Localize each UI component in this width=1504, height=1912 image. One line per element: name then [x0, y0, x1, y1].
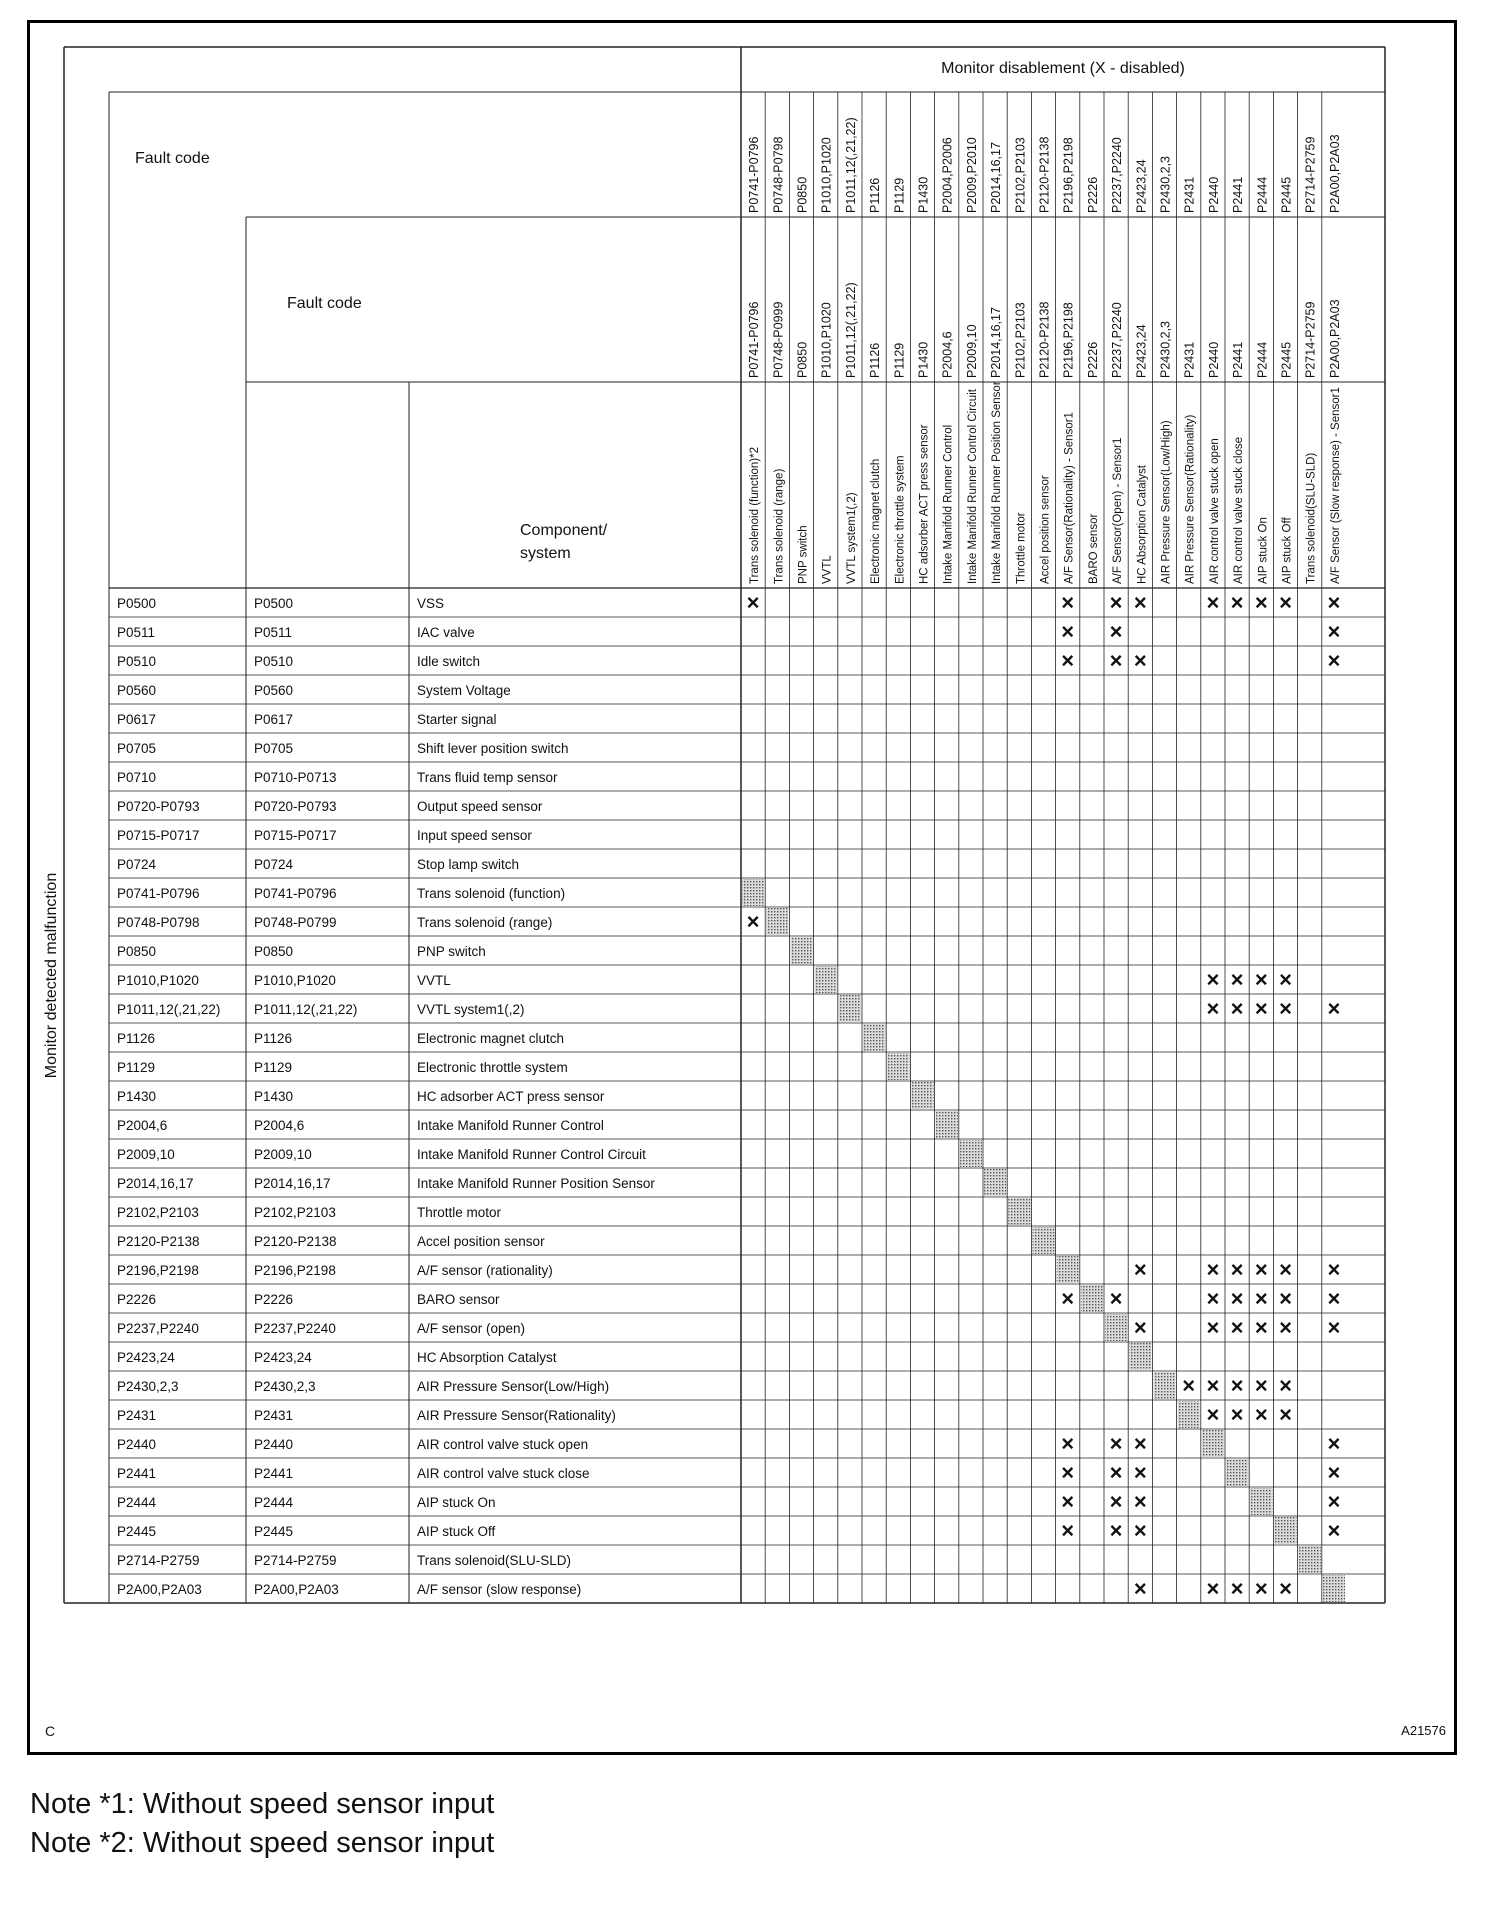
- disabled-mark: ×: [1061, 1431, 1075, 1456]
- self-cell: [1105, 1314, 1127, 1341]
- component-label: Component/: [520, 522, 608, 539]
- disabled-mark: ×: [1254, 967, 1268, 992]
- row-fault-subcode: P2120-P2138: [254, 1234, 337, 1249]
- disabled-mark: ×: [1327, 648, 1341, 673]
- self-cell: [1299, 1546, 1321, 1573]
- disabled-mark: ×: [1279, 1402, 1292, 1427]
- disabled-mark: ×: [1254, 1373, 1268, 1398]
- row-fault-subcode: P0720-P0793: [254, 799, 337, 814]
- disabled-mark: ×: [1109, 619, 1123, 644]
- disabled-mark: ×: [1230, 1576, 1244, 1601]
- row-fault-code: P0617: [117, 712, 157, 727]
- column-subcode-header: P2237,P2240: [1110, 302, 1125, 378]
- row-component: AIR control valve stuck close: [417, 1466, 590, 1481]
- row-fault-code: P0720-P0793: [117, 799, 200, 814]
- row-fault-code: P0510: [117, 654, 157, 669]
- column-subcode-header: P2445: [1279, 341, 1294, 378]
- self-cell: [1323, 1575, 1345, 1602]
- row-fault-subcode: P2014,16,17: [254, 1176, 331, 1191]
- self-cell: [1057, 1256, 1079, 1283]
- disabled-mark: ×: [1061, 1286, 1075, 1311]
- disabled-mark: ×: [1206, 1315, 1220, 1340]
- row-fault-subcode: P0710-P0713: [254, 770, 337, 785]
- column-code-header: P2430,2,3: [1158, 156, 1173, 213]
- self-cell: [766, 908, 788, 935]
- disabled-mark: ×: [1230, 996, 1244, 1021]
- row-component: A/F sensor (slow response): [417, 1582, 582, 1597]
- column-code-header: P1430: [916, 176, 931, 213]
- column-component-header: Trans solenoid(SLU-SLD): [1305, 452, 1318, 584]
- disabled-mark: ×: [1182, 1373, 1196, 1398]
- column-code-header: P0850: [795, 176, 810, 213]
- column-component-header: HC Absorption Catalyst: [1136, 465, 1149, 584]
- row-fault-subcode: P2440: [254, 1437, 294, 1452]
- column-subcode-header: P2120-P2138: [1037, 301, 1052, 378]
- row-fault-subcode: P2444: [254, 1495, 294, 1510]
- row-component: Trans fluid temp sensor: [417, 770, 558, 785]
- column-component-header: HC adsorber ACT press sensor: [918, 424, 931, 584]
- disabled-mark: ×: [1133, 1518, 1147, 1543]
- column-component-header: Trans solenoid (range): [773, 468, 786, 584]
- column-component-header: A/F Sensor(Rationality) - Sensor1: [1063, 412, 1076, 584]
- column-component-header: PNP switch: [797, 525, 810, 584]
- disabled-mark: ×: [1327, 1257, 1341, 1282]
- disabled-mark: ×: [1206, 1402, 1220, 1427]
- disabled-mark: ×: [1230, 1286, 1244, 1311]
- self-cell: [790, 937, 812, 964]
- row-fault-subcode: P2714-P2759: [254, 1553, 337, 1568]
- disabled-mark: ×: [1279, 590, 1292, 615]
- row-fault-code: P2444: [117, 1495, 157, 1510]
- row-fault-code: P2004,6: [117, 1118, 168, 1133]
- column-subcode-header: P2431: [1182, 341, 1197, 378]
- disabled-mark: ×: [1279, 1373, 1292, 1398]
- disabled-mark: ×: [1061, 1518, 1075, 1543]
- row-fault-subcode: P1129: [254, 1060, 293, 1075]
- disabled-mark: ×: [1061, 648, 1075, 673]
- row-component: Output speed sensor: [417, 799, 543, 814]
- disabled-mark: ×: [1206, 590, 1220, 615]
- row-component: VSS: [417, 596, 445, 611]
- column-code-header: P1010,P1020: [819, 137, 834, 213]
- row-fault-code: P2102,P2103: [117, 1205, 199, 1220]
- row-component: Stop lamp switch: [417, 857, 520, 872]
- column-component-header: VVTL: [821, 555, 834, 584]
- row-component: AIR control valve stuck open: [417, 1437, 589, 1452]
- inner-fault-code-label: Fault code: [287, 295, 362, 312]
- row-fault-subcode: P0850: [254, 944, 294, 959]
- self-cell: [1032, 1227, 1054, 1254]
- disabled-mark: ×: [1133, 1315, 1147, 1340]
- column-code-header: P2714-P2759: [1303, 136, 1318, 213]
- row-fault-code: P0500: [117, 596, 157, 611]
- row-fault-subcode: P0511: [254, 625, 293, 640]
- row-fault-subcode: P0560: [254, 683, 294, 698]
- row-component: VVTL: [417, 973, 451, 988]
- self-cell: [1202, 1430, 1224, 1457]
- column-code-header: P2445: [1279, 176, 1294, 213]
- row-fault-code: P0710: [117, 770, 157, 785]
- row-fault-code: P2120-P2138: [117, 1234, 200, 1249]
- column-component-header: Throttle motor: [1015, 512, 1028, 584]
- self-cell: [742, 879, 764, 906]
- disabled-mark: ×: [1279, 967, 1292, 992]
- column-subcode-header: P0741-P0796: [747, 301, 762, 378]
- figure-id: A21576: [1401, 1723, 1446, 1738]
- row-fault-code: P0560: [117, 683, 157, 698]
- side-label: Monitor detected malfunction: [43, 872, 60, 1079]
- self-cell: [839, 995, 861, 1022]
- row-component: Intake Manifold Runner Control Circuit: [417, 1147, 646, 1162]
- row-component: Trans solenoid (function): [417, 886, 566, 901]
- row-fault-code: P2445: [117, 1524, 157, 1539]
- disabled-mark: ×: [1254, 996, 1268, 1021]
- row-fault-code: P1129: [117, 1060, 156, 1075]
- disabled-mark: ×: [1206, 996, 1220, 1021]
- disabled-mark: ×: [1254, 1576, 1268, 1601]
- row-fault-code: P2714-P2759: [117, 1553, 200, 1568]
- disabled-mark: ×: [1254, 1286, 1268, 1311]
- column-code-header: P2423,24: [1134, 159, 1149, 213]
- note-1: Note *1: Without speed sensor input: [30, 1788, 495, 1820]
- row-fault-subcode: P0715-P0717: [254, 828, 337, 843]
- column-code-header: P1126: [868, 177, 883, 213]
- column-subcode-header: P1430: [916, 341, 931, 378]
- disabled-mark: ×: [1254, 1257, 1268, 1282]
- disabled-mark: ×: [1206, 967, 1220, 992]
- column-component-header: AIR Pressure Sensor(Low/High): [1160, 420, 1173, 584]
- outer-fault-code-label: Fault code: [135, 150, 210, 167]
- row-component: BARO sensor: [417, 1292, 500, 1307]
- monitor-header: Monitor disablement (X - disabled): [941, 60, 1185, 77]
- column-subcode-header: P2714-P2759: [1303, 301, 1318, 378]
- disabled-mark: ×: [1109, 1286, 1123, 1311]
- row-fault-subcode: P2441: [254, 1466, 294, 1481]
- column-subcode-header: P1010,P1020: [819, 302, 834, 378]
- column-code-header: P2431: [1182, 176, 1197, 213]
- column-subcode-header: P2102,P2103: [1013, 302, 1028, 378]
- row-fault-code: P2237,P2240: [117, 1321, 199, 1336]
- row-component: Trans solenoid (range): [417, 915, 553, 930]
- row-component: HC adsorber ACT press sensor: [417, 1089, 605, 1104]
- self-cell: [1178, 1401, 1200, 1428]
- self-cell: [984, 1169, 1006, 1196]
- figure-frame: [27, 20, 1457, 1755]
- column-subcode-header: P2226: [1085, 341, 1100, 378]
- row-fault-subcode: P2423,24: [254, 1350, 312, 1365]
- disabled-mark: ×: [1230, 1315, 1244, 1340]
- row-fault-code: P1430: [117, 1089, 157, 1104]
- column-component-header: Intake Manifold Runner Position Sensor: [991, 381, 1004, 584]
- row-component: Intake Manifold Runner Control: [417, 1118, 604, 1133]
- disabled-mark: ×: [1254, 1315, 1268, 1340]
- column-code-header: P2014,16,17: [989, 142, 1004, 213]
- row-fault-subcode: P0748-P0799: [254, 915, 337, 930]
- row-component: Throttle motor: [417, 1205, 502, 1220]
- disabled-mark: ×: [1254, 590, 1268, 615]
- disabled-mark: ×: [1133, 1489, 1147, 1514]
- row-component: AIP stuck Off: [417, 1524, 496, 1539]
- row-fault-subcode: P0617: [254, 712, 294, 727]
- disabled-mark: ×: [1327, 1518, 1341, 1543]
- row-fault-code: P2441: [117, 1466, 157, 1481]
- disabled-mark: ×: [1133, 590, 1147, 615]
- row-fault-code: P2014,16,17: [117, 1176, 194, 1191]
- disabled-mark: ×: [1279, 1315, 1292, 1340]
- row-fault-subcode: P2445: [254, 1524, 294, 1539]
- disabled-mark: ×: [1061, 619, 1075, 644]
- row-component: IAC valve: [417, 625, 475, 640]
- column-component-header: BARO sensor: [1087, 513, 1100, 584]
- column-code-header: P1011,12(,21,22): [843, 117, 858, 213]
- column-component-header: AIP stuck On: [1257, 517, 1270, 584]
- row-fault-code: P2009,10: [117, 1147, 175, 1162]
- row-fault-subcode: P0741-P0796: [254, 886, 337, 901]
- component-label: system: [520, 545, 571, 562]
- disabled-mark: ×: [1109, 1460, 1123, 1485]
- disabled-mark: ×: [1206, 1373, 1220, 1398]
- disabled-mark: ×: [1279, 1286, 1292, 1311]
- column-code-header: P0741-P0796: [747, 136, 762, 213]
- row-component: PNP switch: [417, 944, 486, 959]
- row-fault-code: P1126: [117, 1031, 156, 1046]
- row-fault-subcode: P2102,P2103: [254, 1205, 336, 1220]
- self-cell: [1153, 1372, 1175, 1399]
- row-component: Idle switch: [417, 654, 481, 669]
- row-fault-code: P2440: [117, 1437, 157, 1452]
- column-subcode-header: P2004,6: [940, 331, 955, 378]
- row-component: Starter signal: [417, 712, 497, 727]
- column-component-header: AIR control valve stuck open: [1208, 438, 1221, 584]
- disabled-mark: ×: [1133, 1460, 1147, 1485]
- column-component-header: A/F Sensor(Open) - Sensor1: [1112, 437, 1125, 584]
- self-cell: [1129, 1343, 1151, 1370]
- disabled-mark: ×: [1279, 1576, 1292, 1601]
- row-fault-code: P0511: [117, 625, 156, 640]
- disabled-mark: ×: [1327, 590, 1341, 615]
- corner-label: C: [45, 1723, 56, 1739]
- disabled-mark: ×: [1279, 1257, 1292, 1282]
- row-fault-subcode: P2430,2,3: [254, 1379, 316, 1394]
- row-fault-code: P2A00,P2A03: [117, 1582, 202, 1597]
- column-code-header: P2444: [1255, 176, 1270, 213]
- column-subcode-header: P2440: [1206, 341, 1221, 378]
- disabled-mark: ×: [1109, 1431, 1123, 1456]
- column-code-header: P2196,P2198: [1061, 137, 1076, 213]
- self-cell: [1274, 1517, 1296, 1544]
- column-code-header: P2009,P2010: [964, 137, 979, 213]
- column-code-header: P2004,P2006: [940, 137, 955, 213]
- self-cell: [1226, 1459, 1248, 1486]
- disabled-mark: ×: [1230, 1257, 1244, 1282]
- column-code-header: P0748-P0798: [771, 136, 786, 213]
- row-fault-subcode: P2009,10: [254, 1147, 312, 1162]
- disabled-mark: ×: [1061, 1460, 1075, 1485]
- disabled-mark: ×: [1279, 996, 1292, 1021]
- row-fault-subcode: P0705: [254, 741, 294, 756]
- row-fault-code: P0705: [117, 741, 157, 756]
- self-cell: [1008, 1198, 1030, 1225]
- column-subcode-header: P0850: [795, 341, 810, 378]
- column-subcode-header: P1129: [892, 342, 907, 378]
- row-fault-subcode: P0500: [254, 596, 294, 611]
- disabled-mark: ×: [1327, 1315, 1341, 1340]
- row-fault-subcode: P2004,6: [254, 1118, 305, 1133]
- self-cell: [1081, 1285, 1103, 1312]
- row-component: A/F sensor (open): [417, 1321, 526, 1336]
- column-component-header: AIR Pressure Sensor(Rationality): [1184, 414, 1197, 584]
- column-subcode-header: P2430,2,3: [1158, 321, 1173, 378]
- row-fault-code: P0850: [117, 944, 157, 959]
- column-component-header: Intake Manifold Runner Control Circuit: [966, 389, 979, 584]
- row-fault-code: P0724: [117, 857, 157, 872]
- disabled-mark: ×: [1109, 648, 1123, 673]
- column-code-header: P2237,P2240: [1110, 137, 1125, 213]
- column-subcode-header: P2A00,P2A03: [1327, 299, 1342, 378]
- row-fault-subcode: P1010,P1020: [254, 973, 336, 988]
- disabled-mark: ×: [1327, 1460, 1341, 1485]
- disabled-mark: ×: [1133, 648, 1147, 673]
- row-component: AIP stuck On: [417, 1495, 496, 1510]
- row-fault-subcode: P2431: [254, 1408, 294, 1423]
- row-fault-subcode: P1430: [254, 1089, 294, 1104]
- row-component: AIR Pressure Sensor(Low/High): [417, 1379, 610, 1394]
- disabled-mark: ×: [1254, 1402, 1268, 1427]
- monitor-disablement-table: [30, 23, 1454, 1752]
- column-code-header: P2226: [1085, 176, 1100, 213]
- column-subcode-header: P1011,12(,21,22): [843, 282, 858, 378]
- disabled-mark: ×: [1206, 1576, 1220, 1601]
- disabled-mark: ×: [1206, 1257, 1220, 1282]
- disabled-mark: ×: [1230, 967, 1244, 992]
- row-fault-code: P2430,2,3: [117, 1379, 179, 1394]
- row-component: HC Absorption Catalyst: [417, 1350, 557, 1365]
- column-component-header: Electronic magnet clutch: [870, 458, 883, 584]
- disabled-mark: ×: [1327, 1431, 1341, 1456]
- row-component: VVTL system1(,2): [417, 1002, 525, 1017]
- row-fault-code: P2196,P2198: [117, 1263, 199, 1278]
- disabled-mark: ×: [1230, 1373, 1244, 1398]
- row-fault-code: P2431: [117, 1408, 157, 1423]
- disabled-mark: ×: [1109, 1518, 1123, 1543]
- column-component-header: Accel position sensor: [1039, 475, 1052, 584]
- column-code-header: P2120-P2138: [1037, 136, 1052, 213]
- column-subcode-header: P2014,16,17: [989, 307, 1004, 378]
- row-fault-subcode: P2196,P2198: [254, 1263, 336, 1278]
- column-subcode-header: P2423,24: [1134, 324, 1149, 378]
- row-component: System Voltage: [417, 683, 511, 698]
- column-subcode-header: P2444: [1255, 341, 1270, 378]
- column-subcode-header: P0748-P0999: [771, 301, 786, 378]
- column-subcode-header: P2009,10: [964, 324, 979, 378]
- row-fault-code: P0715-P0717: [117, 828, 200, 843]
- disabled-mark: ×: [1109, 1489, 1123, 1514]
- column-component-header: AIP stuck Off: [1281, 517, 1294, 584]
- column-code-header: P2440: [1206, 176, 1221, 213]
- self-cell: [1250, 1488, 1272, 1515]
- column-component-header: AIR control valve stuck close: [1233, 436, 1246, 584]
- row-component: Shift lever position switch: [417, 741, 569, 756]
- disabled-mark: ×: [1327, 619, 1341, 644]
- column-subcode-header: P2441: [1231, 341, 1246, 378]
- row-fault-code: P0741-P0796: [117, 886, 200, 901]
- disabled-mark: ×: [1061, 1489, 1075, 1514]
- column-component-header: Intake Manifold Runner Control: [942, 424, 955, 584]
- row-fault-subcode: P2A00,P2A03: [254, 1582, 339, 1597]
- column-component-header: VVTL system1(,2): [845, 492, 858, 584]
- disabled-mark: ×: [1230, 1402, 1244, 1427]
- row-fault-code: P1011,12(,21,22): [117, 1002, 221, 1017]
- row-fault-subcode: P2237,P2240: [254, 1321, 336, 1336]
- row-fault-subcode: P2226: [254, 1292, 294, 1307]
- row-fault-subcode: P1011,12(,21,22): [254, 1002, 358, 1017]
- self-cell: [960, 1140, 982, 1167]
- row-component: Electronic throttle system: [417, 1060, 568, 1075]
- disabled-mark: ×: [1327, 1489, 1341, 1514]
- disabled-mark: ×: [746, 909, 760, 934]
- row-fault-code: P1010,P1020: [117, 973, 199, 988]
- column-component-header: Electronic throttle system: [894, 455, 907, 584]
- notes-section: [30, 1785, 494, 1863]
- column-component-header: Trans solenoid (function)*2: [749, 446, 762, 584]
- row-component: Electronic magnet clutch: [417, 1031, 565, 1046]
- row-component: A/F sensor (rationality): [417, 1263, 553, 1278]
- disabled-mark: ×: [1206, 1286, 1220, 1311]
- column-code-header: P2A00,P2A03: [1327, 134, 1342, 213]
- row-component: Accel position sensor: [417, 1234, 545, 1249]
- disabled-mark: ×: [1327, 996, 1341, 1021]
- disabled-mark: ×: [1327, 1286, 1341, 1311]
- self-cell: [815, 966, 837, 993]
- note-2: Note *2: Without speed sensor input: [30, 1827, 495, 1859]
- disabled-mark: ×: [1133, 1431, 1147, 1456]
- row-fault-code: P2423,24: [117, 1350, 175, 1365]
- row-component: Trans solenoid(SLU-SLD): [417, 1553, 572, 1568]
- disabled-mark: ×: [1109, 590, 1123, 615]
- column-subcode-header: P1126: [868, 342, 883, 378]
- self-cell: [936, 1111, 958, 1138]
- disabled-mark: ×: [1230, 590, 1244, 615]
- row-fault-subcode: P0510: [254, 654, 294, 669]
- self-cell: [911, 1082, 933, 1109]
- row-component: Input speed sensor: [417, 828, 532, 843]
- column-code-header: P2441: [1231, 176, 1246, 213]
- column-component-header: A/F Sensor (Slow response) - Sensor1: [1329, 387, 1342, 584]
- disabled-mark: ×: [1133, 1257, 1147, 1282]
- row-fault-code: P0748-P0798: [117, 915, 200, 930]
- column-code-header: P2102,P2103: [1013, 137, 1028, 213]
- column-subcode-header: P2196,P2198: [1061, 302, 1076, 378]
- disabled-mark: ×: [1061, 590, 1075, 615]
- row-fault-subcode: P0724: [254, 857, 294, 872]
- row-component: Intake Manifold Runner Position Sensor: [417, 1176, 655, 1191]
- disabled-mark: ×: [746, 590, 760, 615]
- disabled-mark: ×: [1133, 1576, 1147, 1601]
- row-fault-subcode: P1126: [254, 1031, 293, 1046]
- self-cell: [863, 1024, 885, 1051]
- column-code-header: P1129: [892, 177, 907, 213]
- row-component: AIR Pressure Sensor(Rationality): [417, 1408, 616, 1423]
- row-fault-code: P2226: [117, 1292, 157, 1307]
- self-cell: [887, 1053, 909, 1080]
